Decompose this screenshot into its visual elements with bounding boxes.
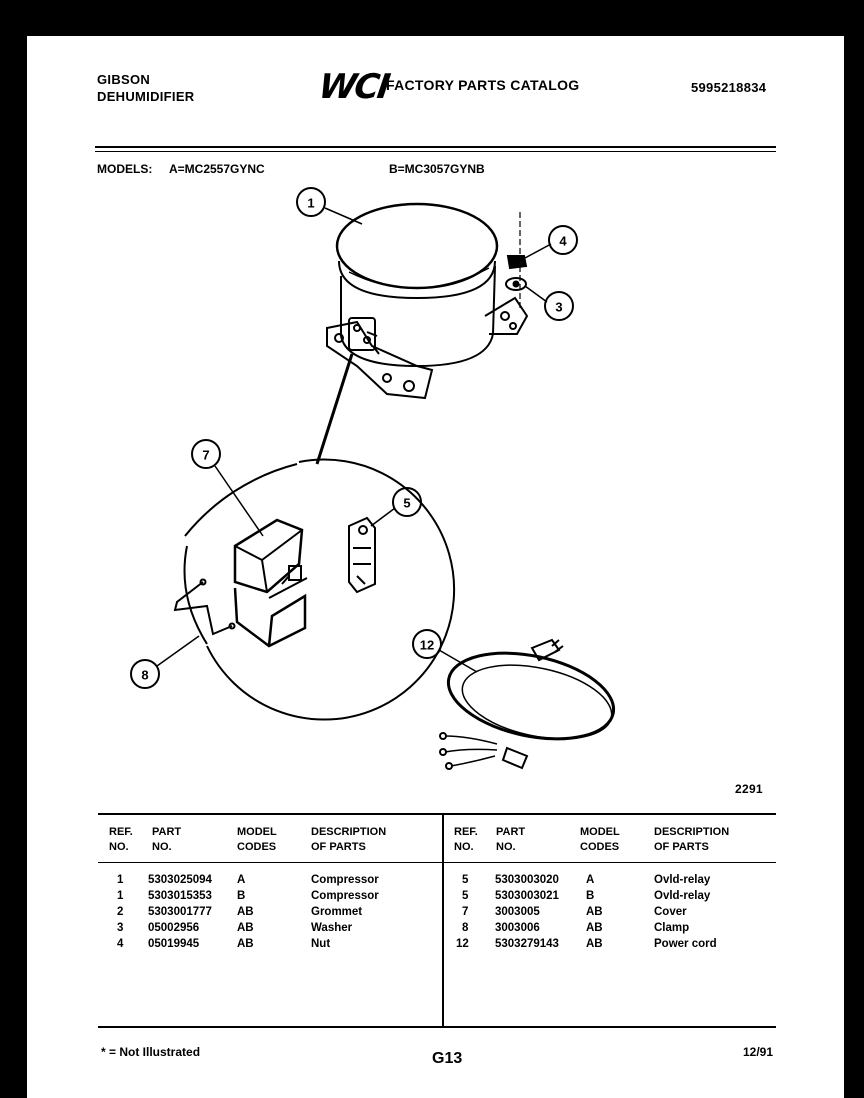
figure-code: 2291 (735, 782, 763, 796)
table-row: 1 5303025094 A Compressor (117, 874, 379, 886)
callout-label-5: 5 (403, 495, 411, 511)
model-b: B=MC3057GYNB (389, 162, 485, 176)
power-cord-drawing (440, 639, 621, 769)
wci-logo: WCI (316, 67, 391, 107)
exploded-parts-diagram (27, 36, 844, 796)
footer-date: 12/91 (743, 1045, 774, 1059)
table-row: 12 5303279143 AB Power cord (456, 938, 717, 950)
table-row: 8 3003006 AB Clamp (462, 922, 690, 934)
table-row: 5 5303003020 A Ovld-relay (462, 874, 711, 886)
right-header-model: MODEL CODES (580, 826, 620, 853)
catalog-page (27, 36, 844, 1098)
brand-name: GIBSON (97, 72, 151, 87)
table-row: 5 5303003021 B Ovld-relay (462, 890, 711, 902)
right-header-ref: REF. NO. (454, 826, 478, 853)
catalog-number: 5995218834 (691, 80, 767, 95)
callout-label-8: 8 (141, 667, 149, 683)
left-header-part: PART NO. (152, 826, 182, 853)
table-row: 7 3003005 AB Cover (462, 906, 687, 918)
table-row: 3 05002956 AB Washer (117, 922, 353, 934)
callout-label-12: 12 (419, 637, 435, 653)
callout-label-7: 7 (202, 447, 210, 463)
table-header-rule (98, 862, 776, 863)
compressor-drawing (327, 204, 527, 398)
table-rule-bottom (98, 1026, 776, 1028)
left-header-ref: REF. NO. (109, 826, 133, 853)
product-type: DEHUMIDIFIER (97, 89, 195, 104)
table-row: 1 5303015353 B Compressor (117, 890, 379, 902)
page-code: G13 (432, 1050, 463, 1067)
left-parts-list (109, 872, 439, 952)
catalog-title: FACTORY PARTS CATALOG (386, 77, 580, 93)
model-a: A=MC2557GYNC (169, 162, 265, 176)
table-divider (442, 815, 444, 1027)
callout-label-3: 3 (555, 299, 563, 315)
models-label: MODELS: (97, 162, 153, 176)
right-parts-list (454, 872, 774, 952)
cover-drawing (235, 520, 307, 646)
clamp-drawing (175, 580, 235, 635)
left-header-model: MODEL CODES (237, 826, 277, 853)
not-illustrated-note: * = Not Illustrated (101, 1045, 201, 1059)
callout-label-4: 4 (559, 233, 567, 249)
left-header-desc: DESCRIPTION OF PARTS (311, 826, 387, 853)
callout-label-1: 1 (307, 195, 315, 211)
nut-washer-drawing (506, 212, 526, 308)
right-header-desc: DESCRIPTION OF PARTS (654, 826, 730, 853)
table-row: 4 05019945 AB Nut (117, 938, 331, 950)
table-row: 2 5303001777 AB Grommet (117, 906, 363, 918)
ovld-relay-drawing (349, 518, 375, 592)
table-rule-top (98, 813, 776, 815)
right-header-part: PART NO. (496, 826, 526, 853)
